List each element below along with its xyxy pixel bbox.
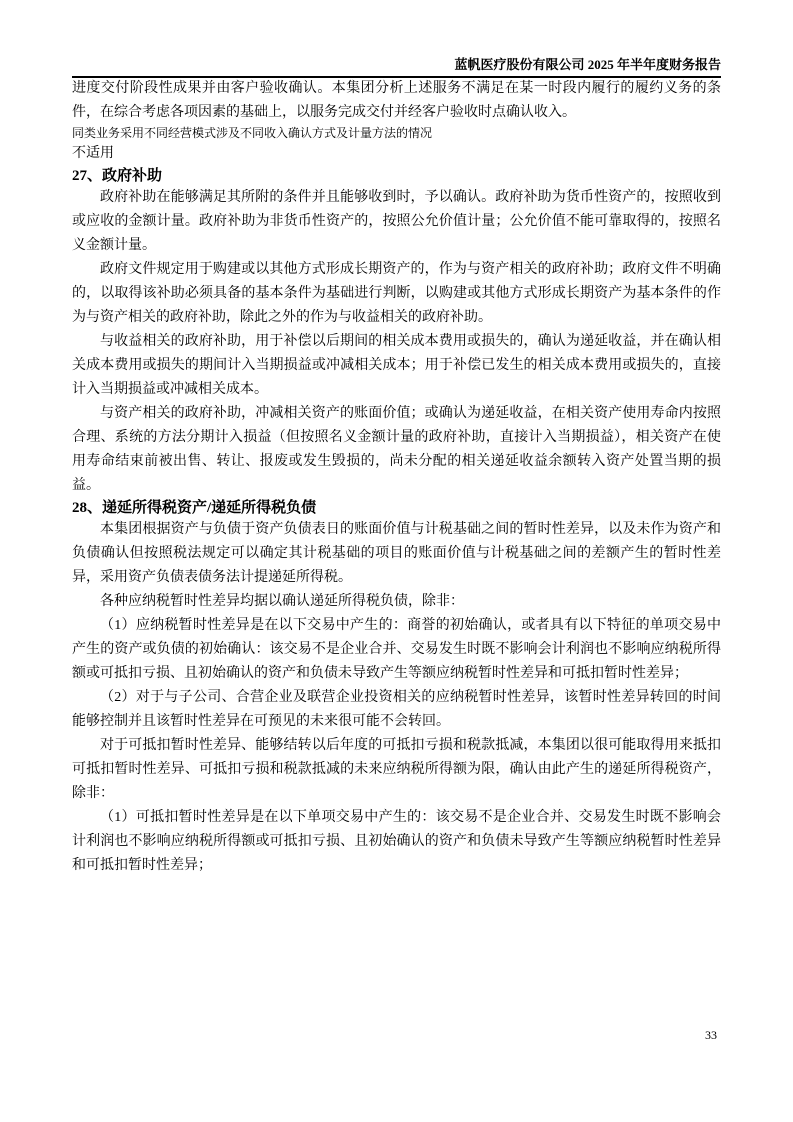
section-28-paragraph: （2）对于与子公司、合营企业及联营企业投资相关的应纳税暂时性差异，该暂时性差异转回的时间能够控制并且该暂时性差异在可预见的未来很可能不会转回。: [72, 690, 721, 729]
not-applicable-text: 不适用: [72, 146, 114, 161]
section-28-paragraph: （1）应纳税暂时性差异是在以下交易中产生的：商誉的初始确认，或者具有以下特征的单项交易中产生的资产或负债的初始确认：该交易不是企业合并、交易发生时既不影响会计利润也不影响应纳税所得额或可抵扣亏损、且初始确认的资产和负债未导致产生等额应纳税暂时性差异和可抵扣暂时性差异；: [72, 618, 721, 681]
page-content: [72, 77, 721, 878]
section-28-paragraph: 对于可抵扣暂时性差异、能够结转以后年度的可抵扣亏损和税款抵减，本集团以很可能取得用来抵扣可抵扣暂时性差异、可抵扣亏损和税款抵减的未来应纳税所得额为限，确认由此产生的递延所得税资产，除非：: [72, 738, 721, 801]
method-note-text: 同类业务采用不同经营模式涉及不同收入确认方式及计量方法的情况: [72, 126, 433, 140]
page-number: 33: [705, 1028, 717, 1042]
section-27-paragraph: 政府补助在能够满足其所附的条件并且能够收到时，予以确认。政府补助为货币性资产的，按照收到或应收的金额计量。政府补助为非货币性资产的，按照公允价值计量；公允价值不能可靠取得的，按照名义金额计量。: [72, 190, 721, 253]
section-28-heading: 28、递延所得税资产/递延所得税负债: [72, 500, 317, 516]
section-28-paragraph: 本集团根据资产与负债于资产负债表日的账面价值与计税基础之间的暂时性差异，以及未作为资产和负债确认但按照税法规定可以确定其计税基础的项目的账面价值与计税基础之间的差额产生的暂时性差异，采用资产负债表债务法计提递延所得税。: [72, 522, 721, 585]
page-header: [72, 56, 721, 78]
section-27-paragraph: 与收益相关的政府补助，用于补偿以后期间的相关成本费用或损失的，确认为递延收益，并在确认相关成本费用或损失的期间计入当期损益或冲减相关成本；用于补偿已发生的相关成本费用或损失的，直接计入当期损益或冲减相关成本。: [72, 334, 721, 397]
report-header-title: 蓝帆医疗股份有限公司 2025 年半年度财务报告: [454, 57, 721, 72]
section-28-paragraph: （1）可抵扣暂时性差异是在以下单项交易中产生的：该交易不是企业合并、交易发生时既不影响会计利润也不影响应纳税所得额或可抵扣亏损、且初始确认的资产和负债未导致产生等额应纳税暂时性差异和可抵扣暂时性差异；: [72, 810, 721, 873]
section-27-paragraph: 与资产相关的政府补助，冲减相关资产的账面价值；或确认为递延收益，在相关资产使用寿命内按照合理、系统的方法分期计入损益（但按照名义金额计量的政府补助，直接计入当期损益），相关资产在使用寿命结束前被出售、转让、报废或发生毁损的，尚未分配的相关递延收益余额转入资产处置当期的损益。: [72, 406, 721, 493]
section-27-paragraph: 政府文件规定用于购建或以其他方式形成长期资产的，作为与资产相关的政府补助；政府文件不明确的，以取得该补助必须具备的基本条件为基础进行判断，以购建或其他方式形成长期资产为基本条件的作为与资产相关的政府补助，除此之外的作为与收益相关的政府补助。: [72, 262, 721, 325]
section-28-paragraph: 各种应纳税暂时性差异均据以确认递延所得税负债，除非：: [100, 594, 464, 609]
continuation-paragraph: 进度交付阶段性成果并由客户验收确认。本集团分析上述服务不满足在某一时段内履行的履约义务的条件，在综合考虑各项因素的基础上，以服务完成交付并经客户验收时点确认收入。: [72, 81, 721, 120]
section-27-heading: 27、政府补助: [72, 168, 163, 184]
